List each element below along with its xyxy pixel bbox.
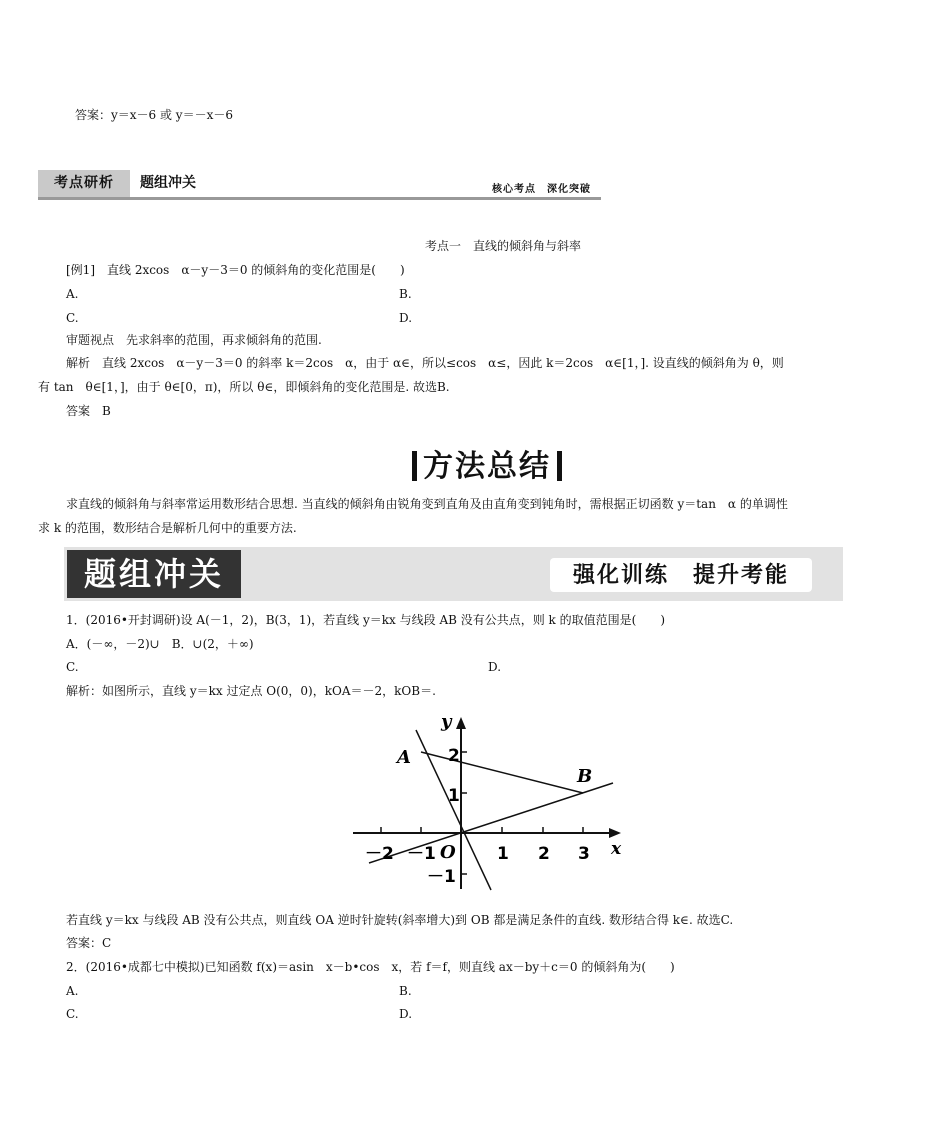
- q1-conclusion: 若直线 y＝kx 与线段 AB 没有公共点，则直线 OA 逆时针旋转(斜率增大)到 OB 都是满足条件的直线. 数形结合得 k∈. 故选C.: [66, 913, 734, 927]
- x-tick-label: 1: [497, 844, 509, 864]
- example-analysis-line-1: 解析 直线 2xcos α－y－3＝0 的斜率 k＝2cos α，由于 α∈，所以≤cos α≤，因此 k＝2cos α∈[1，]. 设直线的倾斜角为 θ，则: [66, 356, 784, 370]
- x-tick-label: 3: [578, 844, 590, 864]
- banner-slogan: 强化训练 提升考能: [550, 558, 812, 592]
- section-tag: 考点研析: [38, 170, 130, 197]
- q1-analysis: 解析：如图所示，直线 y＝kx 过定点 O(0，0)，kOA＝－2，kOB＝.: [66, 684, 436, 698]
- method-text-line-2: 求 k 的范围，数形结合是解析几何中的重要方法.: [38, 521, 297, 535]
- q2-option-d: D.: [399, 1007, 413, 1021]
- y-tick-label: －1: [427, 867, 456, 887]
- q1-options-ab: A．(－∞，－2)∪ B．∪(2，＋∞): [66, 637, 254, 651]
- y-axis-arrow: [456, 717, 466, 729]
- y-tick-label: 2: [448, 746, 460, 766]
- point-b-label: B: [577, 766, 593, 787]
- q1-option-c: C.: [66, 660, 79, 674]
- title-bar-left: [412, 451, 417, 481]
- section-subtitle: 题组冲关: [140, 175, 196, 191]
- example-option-d: D.: [399, 311, 413, 325]
- q1-stem: 1．(2016•开封调研)设 A(－1，2)，B(3，1)，若直线 y＝kx 与线段 AB 没有公共点，则 k 的取值范围是( ): [66, 613, 666, 627]
- x-axis-arrow: [609, 828, 621, 838]
- topic-title: 考点一 直线的倾斜角与斜率: [425, 239, 582, 253]
- method-text-line-1: 求直线的倾斜角与斜率常运用数形结合思想. 当直线的倾斜角由锐角变到直角及由直角变到钝角时，需根据正切函数 y＝tan α 的单调性: [66, 497, 788, 511]
- y-axis-label: y: [441, 711, 452, 732]
- coordinate-figure: [345, 703, 635, 893]
- title-bar-right: [557, 451, 562, 481]
- practice-banner: [64, 547, 843, 601]
- x-tick-label: 2: [538, 844, 550, 864]
- x-axis-label: x: [611, 839, 622, 859]
- section-rule: [38, 197, 601, 200]
- section-right-label: 核心考点 深化突破: [492, 184, 591, 195]
- segment-ab: [421, 752, 583, 793]
- example-option-c: C.: [66, 311, 79, 325]
- q1-answer: 答案：C: [66, 936, 112, 950]
- point-a-label: A: [397, 747, 411, 768]
- q1-option-d: D.: [488, 660, 502, 674]
- y-tick-label: 1: [448, 786, 460, 806]
- origin-label: O: [440, 842, 456, 863]
- method-summary-title: [406, 448, 568, 486]
- method-summary-text: 方法总结: [423, 449, 551, 484]
- q2-option-a: A.: [66, 984, 79, 998]
- example-analysis-line-2: 有 tan θ∈[1，]，由于 θ∈[0，π)，所以 θ∈，即倾斜角的变化范围是. 故选B.: [38, 380, 450, 394]
- banner-title: 题组冲关: [67, 550, 241, 598]
- line-ob: [369, 783, 613, 863]
- example-view: 审题视点 先求斜率的范围，再求倾斜角的范围.: [66, 333, 322, 347]
- q2-option-c: C.: [66, 1007, 79, 1021]
- q2-stem: 2．(2016•成都七中模拟)已知函数 f(x)＝asin x－b•cos x，若 f＝f，则直线 ax－by＋c＝0 的倾斜角为( ): [66, 960, 675, 974]
- example-option-b: B.: [399, 287, 412, 301]
- example-option-a: A.: [66, 287, 79, 301]
- section-header: [38, 170, 601, 200]
- q2-option-b: B.: [399, 984, 412, 998]
- previous-answer: 答案：y＝x－6 或 y＝－x－6: [75, 108, 233, 122]
- x-tick-label: －1: [407, 844, 436, 864]
- example-stem: [例1] 直线 2xcos α－y－3＝0 的倾斜角的变化范围是( ): [66, 263, 405, 277]
- example-answer: 答案 B: [66, 404, 111, 418]
- x-tick-label: －2: [365, 844, 394, 864]
